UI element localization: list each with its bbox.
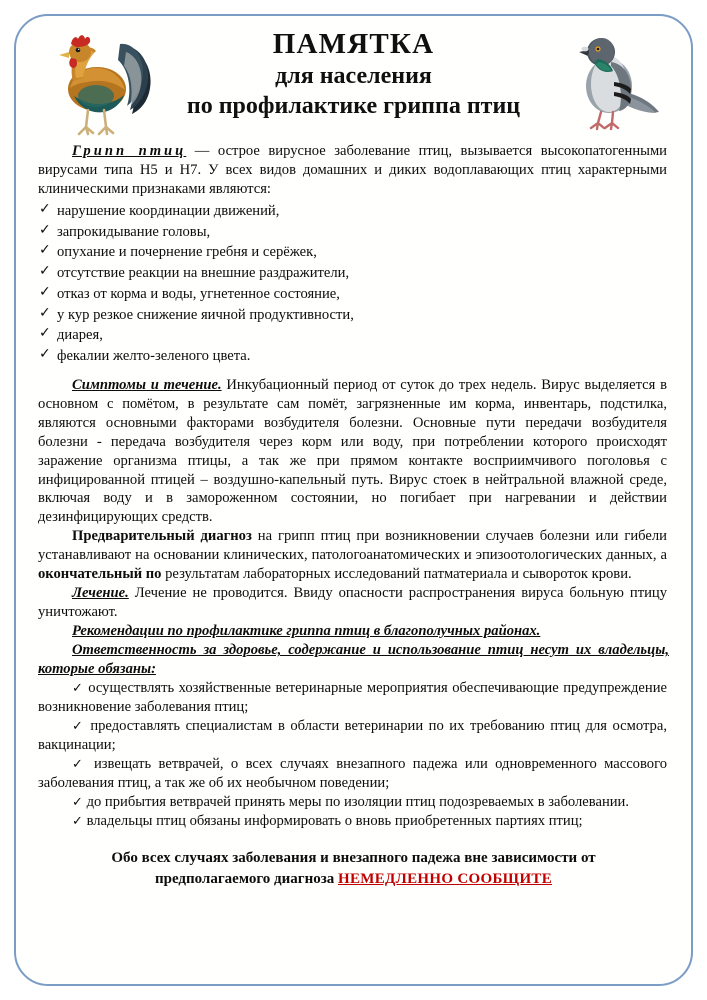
symptoms-list <box>38 201 669 367</box>
check-icon: ✓ <box>39 263 51 280</box>
list-item <box>38 325 669 346</box>
list-item <box>38 755 669 793</box>
list-item <box>38 284 669 305</box>
check-icon: ✓ <box>39 242 51 259</box>
list-item-label: осуществлять хозяйственные ветеринарные мероприятия обеспечивающие предупреждение возникновение заболевания птиц; <box>38 680 667 716</box>
treatment-section-text: Лечение не проводится. Ввиду опасности распространения вируса больную птицу уничтожают. <box>38 585 667 621</box>
symptoms-section-paragraph <box>38 376 669 528</box>
list-item <box>38 793 669 812</box>
list-item <box>38 263 669 284</box>
check-icon: ✓ <box>72 681 84 697</box>
footer-alert-text: НЕМЕДЛЕННО СООБЩИТЕ <box>338 870 553 887</box>
footer-callout <box>38 848 669 889</box>
poster-header <box>38 24 669 142</box>
check-icon: ✓ <box>72 813 83 829</box>
treatment-section-paragraph <box>38 584 669 622</box>
list-item-label: предоставлять специалистам в области ветеринарии по их требованию птиц для осмотра, вакцинации; <box>38 718 667 754</box>
list-item <box>38 812 669 831</box>
intro-lead: Грипп птиц <box>72 143 187 159</box>
list-item-label: нарушение координации движений, <box>57 202 280 219</box>
pigeon-illustration <box>561 26 669 136</box>
check-icon: ✓ <box>72 757 87 773</box>
list-item-label: отсутствие реакции на внешние раздражители, <box>57 265 350 282</box>
check-icon: ✓ <box>39 200 51 217</box>
poster-title-main: ПАМЯТКА <box>272 28 435 60</box>
list-item-label: отказ от корма и воды, угнетенное состояние, <box>57 285 340 302</box>
list-item-label: у кур резкое снижение яичной продуктивности, <box>57 306 354 323</box>
intro-text: — острое вирусное заболевание птиц, вызывается высокопатогенными вирусами типа H5 и H7. У всех видов домашних и диких водоплавающих птиц характерными клиническими признаками являются: <box>38 143 667 197</box>
poster-body <box>38 142 669 889</box>
treatment-section-lead: Лечение. <box>72 585 129 602</box>
recommendations-heading-2: Ответственность за здоровье, содержание и использование птиц несут их владельцы, которые обязаны: <box>38 642 669 678</box>
intro-paragraph <box>38 142 669 199</box>
obligations-list <box>38 679 669 831</box>
diagnosis-section-lead: Предварительный диагноз <box>72 528 252 545</box>
poster-title-sub-1: для населения <box>275 63 432 90</box>
rooster-illustration <box>40 26 158 142</box>
list-item-label: фекалии желто-зеленого цвета. <box>57 347 251 364</box>
list-item-label: до прибытия ветврачей принять меры по изоляции птиц подозреваемых в заболевании. <box>86 793 630 810</box>
list-item-label: опухание и почернение гребня и серёжек, <box>57 244 317 261</box>
check-icon: ✓ <box>72 794 83 810</box>
list-item <box>38 346 669 367</box>
recommendations-heading-1: Рекомендации по профилактике гриппа птиц в благополучных районах. <box>72 623 541 640</box>
poster-title-sub-2: по профилактике гриппа птиц <box>186 93 521 120</box>
list-item <box>38 717 669 755</box>
check-icon: ✓ <box>39 345 51 362</box>
list-item-label: извещать ветврачей, о всех случаях внезапного падежа или одновременного массового заболевания птиц, а так же об их необычном поведении; <box>38 756 667 791</box>
check-icon: ✓ <box>39 221 51 238</box>
list-item <box>38 305 669 326</box>
poster-frame <box>14 14 693 986</box>
check-icon: ✓ <box>39 283 51 300</box>
diagnosis-text-part-1: на грипп птиц при возникновении случаев болезни или гибели устанавливают на основании клинических, патологоанатомических и эпизоотологических данных, а <box>38 528 667 564</box>
diagnosis-text-part-2: результатам лабораторных исследований патматериала и сывороток крови. <box>161 566 632 583</box>
title-block <box>139 24 569 122</box>
list-item <box>38 242 669 263</box>
diagnosis-section-paragraph <box>38 527 669 584</box>
list-item <box>38 222 669 243</box>
footer-callout-text: Обо всех случаях заболевания и внезапного падежа вне зависимости от предполагаемого диагноза <box>111 849 596 887</box>
symptoms-section-lead: Симптомы и течение. <box>72 376 222 393</box>
list-item <box>38 201 669 222</box>
symptoms-section-text: Инкубационный период от суток до трех недель. Вирус выделяется в основном с помётом, в результате сам помёт, загрязненные им корма, инвентарь, подстилка, являются основными факторами возбудителя болезни. Основные пути передачи возбудителя болезни - передача возбудителя через корм или воду, при потреблении которого происходят заражение организма птицы, а так же при прямом контакте восприимчивого поголовья с инфицированной птицей – воздушно-капельный путь. Вирус стоек в нейтральной влажной среде, включая воду и в замороженном состоянии, но погибает при нагревании и действии дезинфицирующих средств. <box>38 376 667 526</box>
check-icon: ✓ <box>72 719 85 735</box>
check-icon: ✓ <box>39 304 51 321</box>
list-item-label: владельцы птиц обязаны информировать о вновь приобретенных партиях птиц; <box>86 812 583 829</box>
list-item-label: запрокидывание головы, <box>57 223 211 240</box>
list-item-label: диарея, <box>57 327 103 344</box>
check-icon: ✓ <box>39 325 51 342</box>
diagnosis-bold-mid: окончательный по <box>38 566 162 583</box>
list-item <box>38 679 669 717</box>
